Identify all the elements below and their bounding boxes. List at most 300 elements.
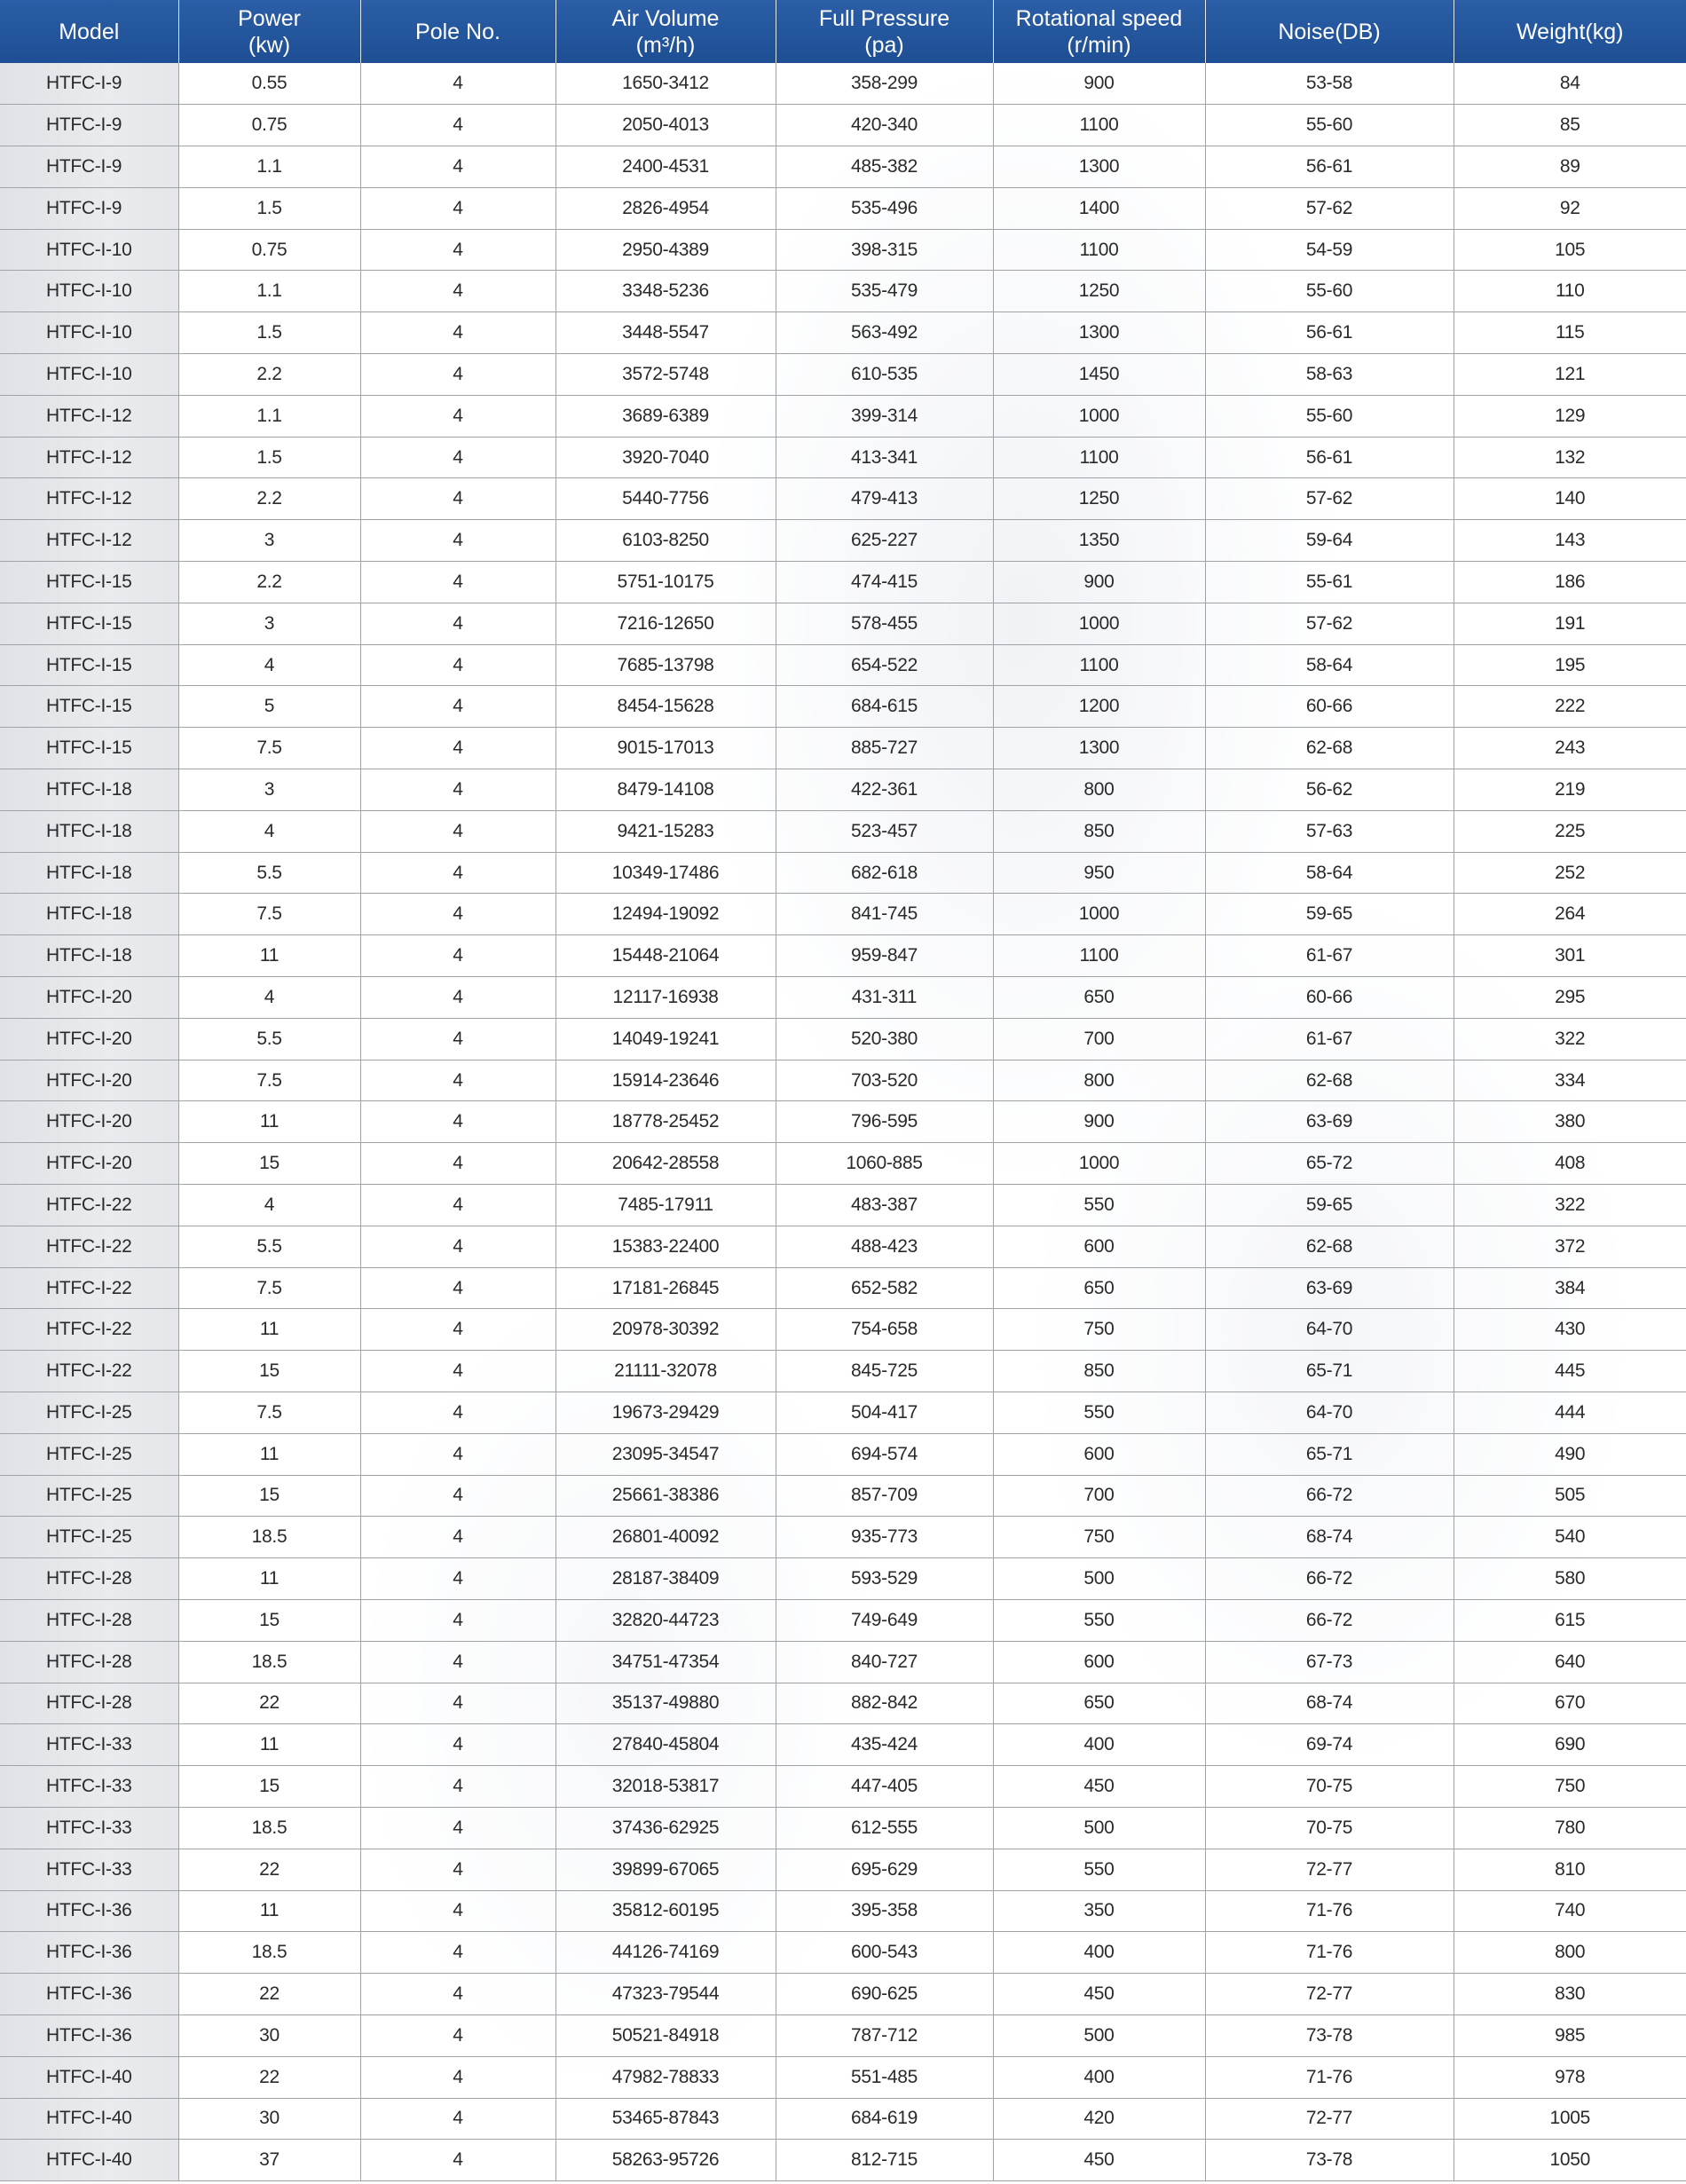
cell-weight: 186 xyxy=(1454,562,1686,603)
cell-noise: 68-74 xyxy=(1205,1517,1454,1558)
cell-noise: 57-63 xyxy=(1205,810,1454,852)
cell-weight: 780 xyxy=(1454,1807,1686,1849)
cell-power: 11 xyxy=(178,1101,360,1143)
cell-full-pressure: 796-595 xyxy=(776,1101,993,1143)
header-full-pressure xyxy=(776,0,993,63)
cell-air-volume: 15448-21064 xyxy=(555,935,776,977)
cell-noise: 60-66 xyxy=(1205,977,1454,1019)
table-row xyxy=(0,852,1686,894)
cell-noise: 58-63 xyxy=(1205,354,1454,396)
cell-noise: 56-61 xyxy=(1205,312,1454,354)
cell-full-pressure: 695-629 xyxy=(776,1849,993,1890)
header-full-pressure-unit: (pa) xyxy=(864,32,904,58)
cell-pole-no: 4 xyxy=(360,395,555,437)
table-row xyxy=(0,1226,1686,1267)
cell-model: HTFC-I-28 xyxy=(0,1683,178,1724)
cell-weight: 143 xyxy=(1454,520,1686,562)
cell-noise: 72-77 xyxy=(1205,1974,1454,2015)
cell-weight: 384 xyxy=(1454,1267,1686,1309)
cell-model: HTFC-I-12 xyxy=(0,478,178,520)
table-row xyxy=(0,1018,1686,1060)
cell-rotational-speed: 650 xyxy=(993,1267,1205,1309)
header-noise xyxy=(1205,0,1454,63)
cell-power: 18.5 xyxy=(178,1807,360,1849)
table-row xyxy=(0,478,1686,520)
cell-model: HTFC-I-22 xyxy=(0,1267,178,1309)
cell-full-pressure: 959-847 xyxy=(776,935,993,977)
cell-noise: 62-68 xyxy=(1205,1060,1454,1101)
cell-full-pressure: 520-380 xyxy=(776,1018,993,1060)
cell-full-pressure: 625-227 xyxy=(776,520,993,562)
cell-weight: 830 xyxy=(1454,1974,1686,2015)
cell-rotational-speed: 1100 xyxy=(993,437,1205,478)
cell-rotational-speed: 1450 xyxy=(993,354,1205,396)
cell-air-volume: 5751-10175 xyxy=(555,562,776,603)
table-row xyxy=(0,1641,1686,1683)
cell-model: HTFC-I-18 xyxy=(0,935,178,977)
cell-full-pressure: 812-715 xyxy=(776,2140,993,2181)
cell-full-pressure: 652-582 xyxy=(776,1267,993,1309)
cell-weight: 740 xyxy=(1454,1890,1686,1932)
cell-power: 4 xyxy=(178,810,360,852)
cell-pole-no: 4 xyxy=(360,229,555,271)
header-air-volume-label: Air Volume xyxy=(611,5,720,31)
cell-full-pressure: 885-727 xyxy=(776,728,993,769)
table-row xyxy=(0,395,1686,437)
cell-pole-no: 4 xyxy=(360,603,555,644)
cell-weight: 92 xyxy=(1454,187,1686,229)
cell-noise: 71-76 xyxy=(1205,1932,1454,1974)
cell-power: 2.2 xyxy=(178,478,360,520)
cell-pole-no: 4 xyxy=(360,1558,555,1600)
cell-noise: 69-74 xyxy=(1205,1724,1454,1766)
cell-noise: 70-75 xyxy=(1205,1807,1454,1849)
cell-air-volume: 10349-17486 xyxy=(555,852,776,894)
table-row xyxy=(0,2098,1686,2140)
table-row xyxy=(0,1475,1686,1517)
cell-model: HTFC-I-18 xyxy=(0,894,178,935)
cell-full-pressure: 474-415 xyxy=(776,562,993,603)
cell-power: 1.1 xyxy=(178,395,360,437)
cell-model: HTFC-I-9 xyxy=(0,146,178,188)
cell-noise: 66-72 xyxy=(1205,1558,1454,1600)
cell-rotational-speed: 1250 xyxy=(993,271,1205,312)
cell-air-volume: 35812-60195 xyxy=(555,1890,776,1932)
cell-weight: 978 xyxy=(1454,2056,1686,2098)
cell-air-volume: 34751-47354 xyxy=(555,1641,776,1683)
cell-air-volume: 20978-30392 xyxy=(555,1309,776,1351)
cell-noise: 56-62 xyxy=(1205,769,1454,811)
cell-model: HTFC-I-9 xyxy=(0,105,178,146)
cell-power: 5.5 xyxy=(178,1226,360,1267)
cell-power: 1.5 xyxy=(178,187,360,229)
table-row xyxy=(0,1974,1686,2015)
cell-weight: 1005 xyxy=(1454,2098,1686,2140)
cell-full-pressure: 610-535 xyxy=(776,354,993,396)
cell-weight: 670 xyxy=(1454,1683,1686,1724)
cell-power: 15 xyxy=(178,1143,360,1185)
cell-power: 1.5 xyxy=(178,312,360,354)
cell-power: 7.5 xyxy=(178,894,360,935)
cell-power: 3 xyxy=(178,520,360,562)
cell-model: HTFC-I-22 xyxy=(0,1309,178,1351)
cell-noise: 58-64 xyxy=(1205,852,1454,894)
cell-power: 22 xyxy=(178,2056,360,2098)
cell-model: HTFC-I-40 xyxy=(0,2056,178,2098)
cell-noise: 64-70 xyxy=(1205,1309,1454,1351)
cell-air-volume: 7685-13798 xyxy=(555,644,776,686)
cell-noise: 57-62 xyxy=(1205,603,1454,644)
cell-air-volume: 12117-16938 xyxy=(555,977,776,1019)
cell-model: HTFC-I-9 xyxy=(0,187,178,229)
cell-pole-no: 4 xyxy=(360,852,555,894)
cell-rotational-speed: 600 xyxy=(993,1226,1205,1267)
cell-weight: 408 xyxy=(1454,1143,1686,1185)
cell-full-pressure: 593-529 xyxy=(776,1558,993,1600)
header-model-label: Model xyxy=(59,19,120,44)
cell-rotational-speed: 550 xyxy=(993,1849,1205,1890)
table-body xyxy=(0,63,1686,2181)
cell-power: 1.1 xyxy=(178,271,360,312)
cell-power: 1.1 xyxy=(178,146,360,188)
cell-pole-no: 4 xyxy=(360,63,555,105)
cell-model: HTFC-I-22 xyxy=(0,1226,178,1267)
cell-air-volume: 3348-5236 xyxy=(555,271,776,312)
cell-air-volume: 8479-14108 xyxy=(555,769,776,811)
cell-weight: 219 xyxy=(1454,769,1686,811)
cell-full-pressure: 690-625 xyxy=(776,1974,993,2015)
cell-noise: 72-77 xyxy=(1205,1849,1454,1890)
cell-model: HTFC-I-36 xyxy=(0,1890,178,1932)
cell-rotational-speed: 650 xyxy=(993,1683,1205,1724)
cell-pole-no: 4 xyxy=(360,1683,555,1724)
cell-full-pressure: 857-709 xyxy=(776,1475,993,1517)
cell-pole-no: 4 xyxy=(360,2098,555,2140)
cell-air-volume: 2950-4389 xyxy=(555,229,776,271)
cell-pole-no: 4 xyxy=(360,686,555,728)
cell-model: HTFC-I-18 xyxy=(0,810,178,852)
cell-full-pressure: 787-712 xyxy=(776,2014,993,2056)
cell-pole-no: 4 xyxy=(360,810,555,852)
cell-rotational-speed: 700 xyxy=(993,1018,1205,1060)
cell-noise: 70-75 xyxy=(1205,1766,1454,1808)
cell-air-volume: 32018-53817 xyxy=(555,1766,776,1808)
cell-air-volume: 25661-38386 xyxy=(555,1475,776,1517)
cell-power: 7.5 xyxy=(178,1267,360,1309)
cell-full-pressure: 682-618 xyxy=(776,852,993,894)
cell-weight: 372 xyxy=(1454,1226,1686,1267)
table-row xyxy=(0,437,1686,478)
cell-weight: 84 xyxy=(1454,63,1686,105)
cell-model: HTFC-I-25 xyxy=(0,1517,178,1558)
cell-air-volume: 12494-19092 xyxy=(555,894,776,935)
cell-weight: 295 xyxy=(1454,977,1686,1019)
cell-rotational-speed: 420 xyxy=(993,2098,1205,2140)
cell-rotational-speed: 900 xyxy=(993,63,1205,105)
cell-full-pressure: 535-496 xyxy=(776,187,993,229)
cell-air-volume: 2050-4013 xyxy=(555,105,776,146)
cell-model: HTFC-I-28 xyxy=(0,1599,178,1641)
cell-rotational-speed: 1300 xyxy=(993,728,1205,769)
cell-pole-no: 4 xyxy=(360,1932,555,1974)
cell-rotational-speed: 1100 xyxy=(993,229,1205,271)
cell-model: HTFC-I-9 xyxy=(0,63,178,105)
cell-noise: 65-72 xyxy=(1205,1143,1454,1185)
header-noise-label: Noise(DB) xyxy=(1278,19,1381,44)
cell-model: HTFC-I-15 xyxy=(0,603,178,644)
cell-power: 22 xyxy=(178,1683,360,1724)
cell-noise: 67-73 xyxy=(1205,1641,1454,1683)
cell-power: 18.5 xyxy=(178,1517,360,1558)
cell-pole-no: 4 xyxy=(360,1849,555,1890)
cell-rotational-speed: 850 xyxy=(993,810,1205,852)
cell-air-volume: 32820-44723 xyxy=(555,1599,776,1641)
cell-power: 4 xyxy=(178,1185,360,1226)
cell-full-pressure: 612-555 xyxy=(776,1807,993,1849)
cell-power: 18.5 xyxy=(178,1932,360,1974)
header-rotational-speed xyxy=(993,0,1205,63)
table-row xyxy=(0,1849,1686,1890)
cell-model: HTFC-I-12 xyxy=(0,437,178,478)
cell-noise: 64-70 xyxy=(1205,1392,1454,1434)
cell-pole-no: 4 xyxy=(360,1226,555,1267)
table-row xyxy=(0,1724,1686,1766)
table-row xyxy=(0,1309,1686,1351)
cell-noise: 66-72 xyxy=(1205,1475,1454,1517)
cell-pole-no: 4 xyxy=(360,1724,555,1766)
cell-noise: 63-69 xyxy=(1205,1101,1454,1143)
cell-model: HTFC-I-15 xyxy=(0,728,178,769)
cell-pole-no: 4 xyxy=(360,187,555,229)
cell-pole-no: 4 xyxy=(360,1599,555,1641)
cell-full-pressure: 749-649 xyxy=(776,1599,993,1641)
cell-weight: 222 xyxy=(1454,686,1686,728)
cell-air-volume: 53465-87843 xyxy=(555,2098,776,2140)
header-weight-label: Weight(kg) xyxy=(1517,19,1624,44)
cell-noise: 62-68 xyxy=(1205,1226,1454,1267)
cell-full-pressure: 703-520 xyxy=(776,1060,993,1101)
cell-rotational-speed: 550 xyxy=(993,1599,1205,1641)
table-row xyxy=(0,1766,1686,1808)
cell-air-volume: 23095-34547 xyxy=(555,1433,776,1475)
cell-rotational-speed: 500 xyxy=(993,1558,1205,1600)
cell-weight: 105 xyxy=(1454,229,1686,271)
cell-weight: 490 xyxy=(1454,1433,1686,1475)
cell-rotational-speed: 700 xyxy=(993,1475,1205,1517)
cell-weight: 985 xyxy=(1454,2014,1686,2056)
cell-pole-no: 4 xyxy=(360,105,555,146)
cell-model: HTFC-I-10 xyxy=(0,271,178,312)
cell-pole-no: 4 xyxy=(360,1185,555,1226)
table-row xyxy=(0,728,1686,769)
cell-model: HTFC-I-40 xyxy=(0,2140,178,2181)
header-air-volume xyxy=(555,0,776,63)
cell-model: HTFC-I-25 xyxy=(0,1433,178,1475)
table-row xyxy=(0,105,1686,146)
header-rotational-speed-label: Rotational speed xyxy=(1015,5,1183,31)
cell-pole-no: 4 xyxy=(360,1517,555,1558)
cell-noise: 62-68 xyxy=(1205,728,1454,769)
cell-model: HTFC-I-18 xyxy=(0,769,178,811)
cell-noise: 61-67 xyxy=(1205,935,1454,977)
cell-pole-no: 4 xyxy=(360,520,555,562)
cell-full-pressure: 1060-885 xyxy=(776,1143,993,1185)
cell-pole-no: 4 xyxy=(360,146,555,188)
cell-noise: 61-67 xyxy=(1205,1018,1454,1060)
cell-air-volume: 15383-22400 xyxy=(555,1226,776,1267)
table-row xyxy=(0,1683,1686,1724)
cell-air-volume: 26801-40092 xyxy=(555,1517,776,1558)
cell-rotational-speed: 400 xyxy=(993,1932,1205,1974)
header-row xyxy=(0,0,1686,63)
cell-rotational-speed: 800 xyxy=(993,1060,1205,1101)
cell-power: 18.5 xyxy=(178,1641,360,1683)
cell-model: HTFC-I-28 xyxy=(0,1558,178,1600)
cell-weight: 225 xyxy=(1454,810,1686,852)
cell-air-volume: 21111-32078 xyxy=(555,1351,776,1392)
cell-model: HTFC-I-20 xyxy=(0,1143,178,1185)
table-row xyxy=(0,146,1686,188)
header-weight xyxy=(1454,0,1686,63)
cell-power: 22 xyxy=(178,1849,360,1890)
cell-weight: 85 xyxy=(1454,105,1686,146)
cell-air-volume: 17181-26845 xyxy=(555,1267,776,1309)
table-row xyxy=(0,63,1686,105)
cell-noise: 56-61 xyxy=(1205,437,1454,478)
cell-weight: 301 xyxy=(1454,935,1686,977)
cell-rotational-speed: 1100 xyxy=(993,105,1205,146)
cell-full-pressure: 754-658 xyxy=(776,1309,993,1351)
cell-noise: 57-62 xyxy=(1205,478,1454,520)
cell-pole-no: 4 xyxy=(360,894,555,935)
table-row xyxy=(0,977,1686,1019)
cell-rotational-speed: 1100 xyxy=(993,644,1205,686)
cell-rotational-speed: 1000 xyxy=(993,894,1205,935)
cell-model: HTFC-I-40 xyxy=(0,2098,178,2140)
cell-full-pressure: 431-311 xyxy=(776,977,993,1019)
cell-rotational-speed: 350 xyxy=(993,1890,1205,1932)
cell-full-pressure: 845-725 xyxy=(776,1351,993,1392)
cell-power: 2.2 xyxy=(178,562,360,603)
cell-model: HTFC-I-15 xyxy=(0,562,178,603)
cell-full-pressure: 399-314 xyxy=(776,395,993,437)
cell-model: HTFC-I-25 xyxy=(0,1475,178,1517)
table-row xyxy=(0,1351,1686,1392)
cell-air-volume: 8454-15628 xyxy=(555,686,776,728)
cell-full-pressure: 684-619 xyxy=(776,2098,993,2140)
cell-model: HTFC-I-10 xyxy=(0,229,178,271)
cell-air-volume: 27840-45804 xyxy=(555,1724,776,1766)
cell-full-pressure: 551-485 xyxy=(776,2056,993,2098)
table-row xyxy=(0,1558,1686,1600)
cell-power: 11 xyxy=(178,1890,360,1932)
cell-noise: 55-61 xyxy=(1205,562,1454,603)
cell-weight: 1050 xyxy=(1454,2140,1686,2181)
cell-noise: 68-74 xyxy=(1205,1683,1454,1724)
cell-pole-no: 4 xyxy=(360,769,555,811)
cell-rotational-speed: 1000 xyxy=(993,603,1205,644)
cell-model: HTFC-I-15 xyxy=(0,686,178,728)
cell-model: HTFC-I-20 xyxy=(0,977,178,1019)
cell-model: HTFC-I-36 xyxy=(0,1974,178,2015)
cell-air-volume: 6103-8250 xyxy=(555,520,776,562)
cell-pole-no: 4 xyxy=(360,2056,555,2098)
cell-full-pressure: 600-543 xyxy=(776,1932,993,1974)
cell-pole-no: 4 xyxy=(360,1060,555,1101)
cell-air-volume: 50521-84918 xyxy=(555,2014,776,2056)
cell-noise: 55-60 xyxy=(1205,271,1454,312)
table-header xyxy=(0,0,1686,63)
cell-rotational-speed: 400 xyxy=(993,1724,1205,1766)
cell-pole-no: 4 xyxy=(360,1351,555,1392)
cell-air-volume: 19673-29429 xyxy=(555,1392,776,1434)
cell-rotational-speed: 500 xyxy=(993,2014,1205,2056)
cell-rotational-speed: 1200 xyxy=(993,686,1205,728)
table-row xyxy=(0,562,1686,603)
cell-rotational-speed: 900 xyxy=(993,562,1205,603)
cell-pole-no: 4 xyxy=(360,354,555,396)
cell-pole-no: 4 xyxy=(360,1101,555,1143)
cell-weight: 690 xyxy=(1454,1724,1686,1766)
header-air-volume-unit: (m³/h) xyxy=(635,32,696,58)
table-row xyxy=(0,1517,1686,1558)
cell-power: 37 xyxy=(178,2140,360,2181)
cell-rotational-speed: 1000 xyxy=(993,1143,1205,1185)
cell-power: 11 xyxy=(178,1724,360,1766)
cell-pole-no: 4 xyxy=(360,1433,555,1475)
table-row xyxy=(0,1890,1686,1932)
header-pole-no xyxy=(360,0,555,63)
cell-rotational-speed: 550 xyxy=(993,1185,1205,1226)
cell-pole-no: 4 xyxy=(360,1143,555,1185)
cell-pole-no: 4 xyxy=(360,562,555,603)
cell-pole-no: 4 xyxy=(360,1641,555,1683)
table-row xyxy=(0,354,1686,396)
cell-weight: 444 xyxy=(1454,1392,1686,1434)
cell-rotational-speed: 1350 xyxy=(993,520,1205,562)
cell-weight: 132 xyxy=(1454,437,1686,478)
cell-noise: 59-65 xyxy=(1205,1185,1454,1226)
cell-power: 5.5 xyxy=(178,852,360,894)
table-row xyxy=(0,229,1686,271)
cell-power: 4 xyxy=(178,644,360,686)
cell-power: 7.5 xyxy=(178,1060,360,1101)
cell-rotational-speed: 550 xyxy=(993,1392,1205,1434)
cell-weight: 243 xyxy=(1454,728,1686,769)
cell-model: HTFC-I-12 xyxy=(0,520,178,562)
table-row xyxy=(0,2056,1686,2098)
cell-noise: 59-64 xyxy=(1205,520,1454,562)
cell-rotational-speed: 450 xyxy=(993,2140,1205,2181)
table-row xyxy=(0,1807,1686,1849)
cell-power: 4 xyxy=(178,977,360,1019)
cell-weight: 121 xyxy=(1454,354,1686,396)
cell-full-pressure: 358-299 xyxy=(776,63,993,105)
cell-air-volume: 2826-4954 xyxy=(555,187,776,229)
cell-noise: 65-71 xyxy=(1205,1351,1454,1392)
cell-full-pressure: 563-492 xyxy=(776,312,993,354)
table-row xyxy=(0,686,1686,728)
cell-noise: 58-64 xyxy=(1205,644,1454,686)
table-row xyxy=(0,1143,1686,1185)
cell-power: 7.5 xyxy=(178,728,360,769)
cell-air-volume: 14049-19241 xyxy=(555,1018,776,1060)
cell-model: HTFC-I-20 xyxy=(0,1018,178,1060)
cell-rotational-speed: 650 xyxy=(993,977,1205,1019)
table-row xyxy=(0,187,1686,229)
cell-model: HTFC-I-20 xyxy=(0,1060,178,1101)
cell-rotational-speed: 750 xyxy=(993,1517,1205,1558)
